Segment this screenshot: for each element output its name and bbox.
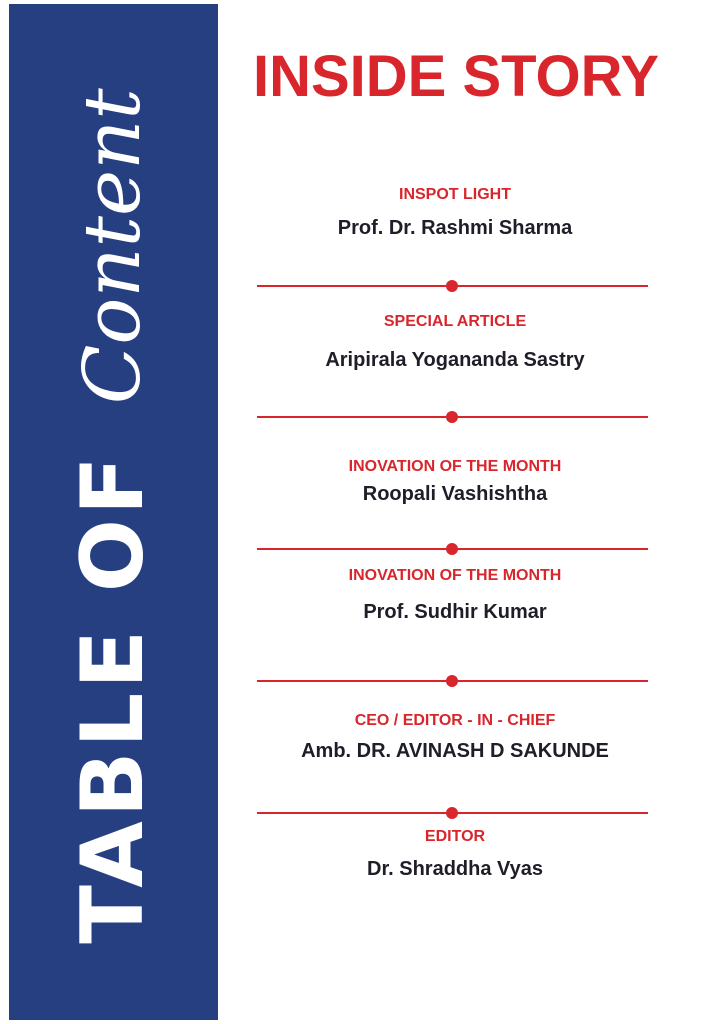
- toc-entry: [240, 187, 670, 238]
- entry-label: INSPOT LIGHT: [399, 186, 511, 203]
- divider-dot: [446, 675, 458, 687]
- entry-name: Prof. Dr. Rashmi Sharma: [337, 217, 573, 239]
- sidebar-panel: [9, 4, 218, 1020]
- entry-label: INOVATION OF THE MONTH: [348, 567, 562, 584]
- sidebar-title-script: Content: [68, 88, 158, 405]
- divider: [257, 812, 648, 814]
- toc-entry: [240, 568, 670, 622]
- page-heading: INSIDE STORY: [252, 44, 660, 109]
- divider-dot: [446, 543, 458, 555]
- toc-entry: [240, 829, 670, 879]
- entry-label: CEO / EDITOR - IN - CHIEF: [354, 712, 556, 729]
- entry-name: Dr. Shraddha Vyas: [367, 858, 543, 880]
- entry-name: Prof. Sudhir Kumar: [363, 601, 547, 623]
- entry-name: Amb. DR. AVINASH D SAKUNDE: [301, 740, 609, 762]
- entry-label: EDITOR: [424, 828, 486, 845]
- entry-label: SPECIAL ARTICLE: [383, 313, 527, 330]
- toc-entry: [240, 713, 670, 761]
- sidebar-title-main: TABLE OF: [63, 452, 163, 944]
- divider: [257, 416, 648, 418]
- divider-dot: [446, 411, 458, 423]
- sidebar-title: [63, 88, 163, 944]
- entry-name: Roopali Vashishtha: [362, 483, 548, 505]
- toc-entry: [240, 314, 670, 370]
- entry-name: Aripirala Yogananda Sastry: [325, 349, 585, 371]
- entry-label: INOVATION OF THE MONTH: [348, 458, 562, 475]
- toc-entry: [240, 459, 670, 504]
- divider-dot: [446, 807, 458, 819]
- divider: [257, 680, 648, 682]
- divider-dot: [446, 280, 458, 292]
- divider: [257, 548, 648, 550]
- divider: [257, 285, 648, 287]
